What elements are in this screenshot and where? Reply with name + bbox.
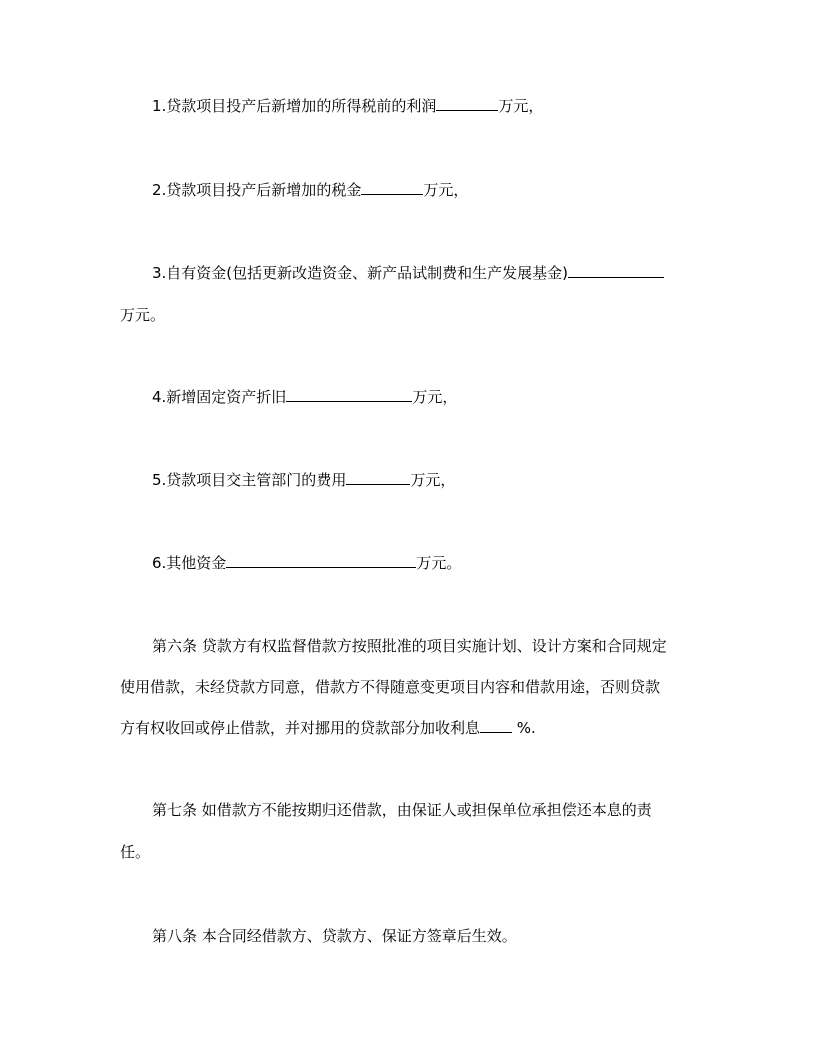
item-4-blank	[286, 387, 412, 402]
item-6-blank	[226, 553, 416, 568]
item-3	[152, 263, 664, 283]
item-6-text: 6.其他资金	[152, 554, 227, 572]
article-6-line-1: 第六条 贷款方有权监督借款方按照批准的项目实施计划、设计方案和合同规定	[152, 637, 667, 655]
item-5	[152, 470, 455, 490]
article-7-line-2: 任。	[120, 843, 151, 861]
item-3-unit: 万元。	[120, 306, 166, 324]
article-7-line-1: 第七条 如借款方不能按期归还借款，由保证人或担保单位承担偿还本息的责	[152, 801, 652, 819]
item-5-unit: 万元，	[410, 471, 456, 489]
article-6-line-3	[120, 718, 536, 738]
item-2-unit: 万元，	[423, 181, 469, 199]
item-5-text: 5.贷款项目交主管部门的费用	[152, 471, 347, 489]
interest-rate-blank	[480, 718, 512, 733]
item-2-text: 2.贷款项目投产后新增加的税金	[152, 181, 362, 199]
item-3-blank	[568, 263, 664, 278]
item-3-continuation	[120, 305, 165, 325]
item-6	[152, 553, 461, 573]
item-2	[152, 180, 468, 200]
item-1-unit: 万元，	[498, 97, 544, 115]
item-2-blank	[361, 180, 423, 195]
article-8-line-1: 第八条 本合同经借款方、贷款方、保证方签章后生效。	[152, 927, 517, 945]
item-1-text: 1.贷款项目投产后新增加的所得税前的利润	[152, 97, 437, 115]
item-3-text: 3.自有资金(包括更新改造资金、新产品试制费和生产发展基金)	[152, 264, 569, 282]
item-4-unit: 万元，	[412, 388, 458, 406]
article-6-line-3-text: 方有权收回或停止借款，并对挪用的贷款部分加收利息	[120, 719, 481, 737]
item-4	[152, 387, 457, 407]
article-6-line-3-unit: %.	[512, 719, 536, 737]
item-5-blank	[346, 470, 410, 485]
item-6-unit: 万元。	[416, 554, 462, 572]
item-4-text: 4.新增固定资产折旧	[152, 388, 287, 406]
item-1	[152, 96, 543, 116]
article-6-line-2: 使用借款，未经贷款方同意，借款方不得随意变更项目内容和借款用途，否则贷款	[120, 678, 661, 696]
item-1-blank	[436, 96, 498, 111]
